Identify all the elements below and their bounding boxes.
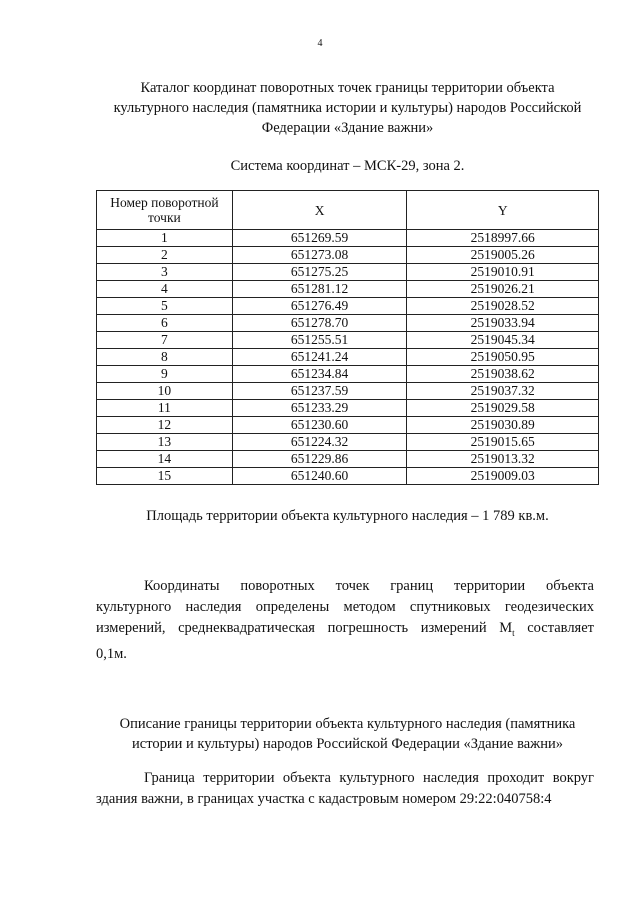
y-cell: 2519030.89	[407, 417, 599, 434]
y-cell: 2519037.32	[407, 383, 599, 400]
x-cell: 651233.29	[232, 400, 407, 417]
table-row	[97, 247, 599, 264]
accuracy-line-4: 0,1м.	[96, 645, 127, 662]
x-cell: 651276.49	[232, 298, 407, 315]
x-cell: 651275.25	[232, 264, 407, 281]
header-x: X	[232, 191, 407, 230]
y-cell: 2519038.62	[407, 366, 599, 383]
point-number-cell: 11	[97, 400, 233, 417]
accuracy-line-3-text: измерений, среднеквадратическая погрешность измерений M	[96, 620, 513, 636]
table-row	[97, 298, 599, 315]
description-title-line-2: истории и культуры) народов Российской Федерации «Здание важни»	[132, 736, 563, 752]
catalog-title-line-1: Каталог координат поворотных точек границы территории объекта	[140, 80, 555, 96]
y-cell: 2518997.66	[407, 230, 599, 247]
table-row	[97, 366, 599, 383]
x-cell: 651237.59	[232, 383, 407, 400]
accuracy-line-1: Координаты поворотных точек границ территории объекта	[144, 578, 594, 594]
x-cell: 651273.08	[232, 247, 407, 264]
page-number: 4	[317, 38, 323, 49]
table-row	[97, 451, 599, 468]
table-row	[97, 230, 599, 247]
y-cell: 2519050.95	[407, 349, 599, 366]
coordinate-system-label: Система координат – МСК-29, зона 2.	[230, 158, 465, 174]
accuracy-subscript: t	[512, 627, 515, 638]
table-row	[97, 281, 599, 298]
table-row	[97, 434, 599, 451]
x-cell: 651240.60	[232, 468, 407, 485]
coordinates-table	[96, 190, 599, 485]
point-number-cell: 2	[97, 247, 233, 264]
point-number-cell: 6	[97, 315, 233, 332]
y-cell: 2519029.58	[407, 400, 599, 417]
accuracy-line-3	[96, 618, 594, 644]
x-cell: 651255.51	[232, 332, 407, 349]
catalog-title-line-3: Федерации «Здание важни»	[261, 120, 434, 136]
table-row	[97, 383, 599, 400]
header-point-number: Номер поворотной точки	[97, 191, 233, 230]
point-number-cell: 3	[97, 264, 233, 281]
point-number-cell: 14	[97, 451, 233, 468]
x-cell: 651241.24	[232, 349, 407, 366]
table-row	[97, 400, 599, 417]
point-number-cell: 15	[97, 468, 233, 485]
y-cell: 2519033.94	[407, 315, 599, 332]
point-number-cell: 13	[97, 434, 233, 451]
y-cell: 2519015.65	[407, 434, 599, 451]
point-number-cell: 5	[97, 298, 233, 315]
table-row	[97, 349, 599, 366]
y-cell: 2519013.32	[407, 451, 599, 468]
table-body	[97, 230, 599, 485]
x-cell: 651278.70	[232, 315, 407, 332]
table-row	[97, 417, 599, 434]
catalog-title-line-2: культурного наследия (памятника истории и культуры) народов Российской	[113, 100, 582, 116]
x-cell: 651269.59	[232, 230, 407, 247]
x-cell: 651229.86	[232, 451, 407, 468]
area-statement: Площадь территории объекта культурного наследия – 1 789 кв.м.	[146, 508, 549, 524]
header-y: Y	[407, 191, 599, 230]
point-number-cell: 12	[97, 417, 233, 434]
x-cell: 651230.60	[232, 417, 407, 434]
point-number-cell: 8	[97, 349, 233, 366]
point-number-cell: 7	[97, 332, 233, 349]
description-title	[90, 714, 605, 754]
table-row	[97, 332, 599, 349]
table-row	[97, 264, 599, 281]
x-cell: 651234.84	[232, 366, 407, 383]
boundary-paragraph	[96, 768, 594, 810]
x-cell: 651224.32	[232, 434, 407, 451]
accuracy-line-3-tail: составляет	[514, 620, 594, 636]
y-cell: 2519009.03	[407, 468, 599, 485]
description-title-line-1: Описание границы территории объекта культурного наследия (памятника	[119, 716, 576, 732]
y-cell: 2519026.21	[407, 281, 599, 298]
catalog-title	[90, 78, 605, 138]
accuracy-line-2: культурного наследия определены методом спутниковых геодезических	[96, 599, 594, 615]
y-cell: 2519005.26	[407, 247, 599, 264]
table-row	[97, 315, 599, 332]
x-cell: 651281.12	[232, 281, 407, 298]
point-number-cell: 4	[97, 281, 233, 298]
point-number-cell: 9	[97, 366, 233, 383]
point-number-cell: 10	[97, 383, 233, 400]
boundary-line-1: Граница территории объекта культурного наследия проходит вокруг	[144, 770, 594, 786]
table-header-row	[97, 191, 599, 230]
y-cell: 2519045.34	[407, 332, 599, 349]
y-cell: 2519028.52	[407, 298, 599, 315]
point-number-cell: 1	[97, 230, 233, 247]
boundary-line-2: здания важни, в границах участка с кадастровым номером 29:22:040758:4	[96, 791, 552, 807]
y-cell: 2519010.91	[407, 264, 599, 281]
table-row	[97, 468, 599, 485]
accuracy-paragraph	[96, 576, 594, 665]
